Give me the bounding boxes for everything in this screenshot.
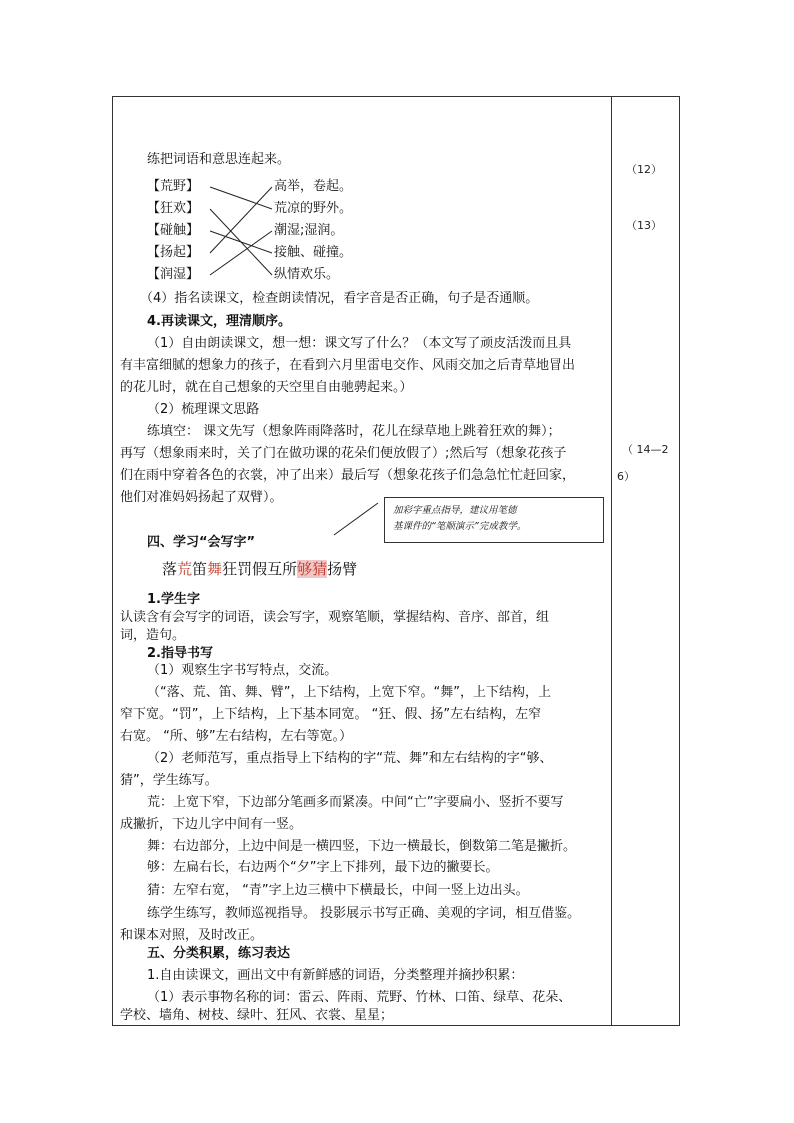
paragraph-line: 练填空： 课文先写（想象阵雨降落时，花儿在绿草地上跳着狂欢的舞）； — [147, 424, 561, 439]
match-right-meaning: 高举，卷起。 — [274, 179, 353, 194]
match-right-meaning: 接触、碰撞。 — [274, 245, 353, 260]
side-number: （12） — [626, 163, 662, 176]
paragraph-line: 的花儿时，就在自己想象的天空里自由驰骋起来。） — [120, 380, 413, 395]
paragraph-line: 猜”，学生练写。 — [120, 773, 218, 788]
match-right-meaning: 纵情欢乐。 — [274, 267, 340, 282]
connector-line — [210, 187, 272, 253]
callout-pointer-line — [334, 503, 378, 535]
sub-heading: 1.学生字 — [147, 592, 200, 607]
connector-line — [210, 187, 272, 209]
section-heading: 五、分类积累，练习表达 — [147, 946, 291, 961]
paragraph-line: 和课本对照，及时改正。 — [120, 928, 264, 943]
paragraph-line: 有丰富细腻的想象力的孩子，在看到六月里雷电交作、风雨交加之后青草地冒出 — [120, 358, 576, 373]
paragraph-line: 再写（想象雨来时，关了门在做功课的花朵们便放假了）;然后写（想象花孩子 — [120, 446, 567, 461]
paragraph-line: 1.自由读课文，画出文中有新鲜感的词语，分类整理并摘抄积累： — [147, 968, 524, 983]
match-left-word: 【碰触】 — [147, 223, 200, 238]
match-right-meaning: 潮湿;湿润。 — [274, 223, 344, 238]
paragraph-line: （“落、荒、笛、舞、臂”，上下结构，上宽下窄。“舞”，上下结构，上 — [147, 685, 551, 700]
match-left-word: 【狂欢】 — [147, 201, 200, 216]
paragraph-line: 们在雨中穿着各色的衣裳，冲了出来）最后写（想象花孩子们急急忙忙赶回家， — [120, 468, 576, 483]
paragraph-line: 右宽。 “所、够”左右结构，左右等宽。） — [120, 729, 353, 744]
sub-heading: 2.指导书写 — [147, 646, 213, 661]
paragraph-line: 舞：右边部分，上边中间是一横四竖，下边一横最长，倒数第二笔是撇折。 — [147, 839, 577, 854]
section-heading: 4.再读课文，理清顺序。 — [147, 314, 291, 329]
paragraph-line: 词，造句。 — [120, 628, 186, 643]
side-number: （13） — [626, 219, 662, 232]
character-list: 落荒笛舞狂罚假互所够猜扬臂 — [162, 560, 358, 578]
paragraph-line: 荒：上宽下窄，下边部分笔画多而紧凑。中间“亡”字要扁小、竖折不要写 — [147, 795, 564, 810]
paragraph-line: 认读含有会写字的词语，读会写字，观察笔顺，掌握结构、音序、部首，组 — [120, 610, 550, 625]
section-heading: 四、学习“会写字” — [147, 535, 256, 550]
paragraph-line: （2）老师范写，重点指导上下结构的字“荒、舞”和左右结构的字“够、 — [147, 751, 553, 766]
paragraph-line: （1）表示事物名称的词：雷云、阵雨、荒野、竹林、口笛、绿草、花朵、 — [147, 990, 572, 1005]
paragraph-line: （1）自由朗读课文，想一想：课文写了什么？（本文写了顽皮活泼而且具 — [147, 336, 572, 351]
match-left-word: 【扬起】 — [147, 245, 200, 260]
paragraph-line: 学校、墙角、树枝、绿叶、狂风、衣裳、星星； — [120, 1008, 394, 1023]
paragraph-line: 够：左扁右长，右边两个“夕”字上下排列，最下边的撇要长。 — [147, 860, 499, 875]
side-number: （ 14—2 — [622, 443, 669, 456]
paragraph-line: 猜：左窄右宽， “青”字上边三横中下横最长，中间一竖上边出头。 — [147, 883, 529, 898]
paragraph-line: （2）梳理课文思路 — [147, 402, 260, 417]
match-title: 练把词语和意思连起来。 — [147, 152, 291, 167]
paragraph-line: 练学生练写，教师巡视指导。 投影展示书写正确、美观的字词，相互借鉴。 — [147, 906, 581, 921]
match-left-word: 【荒野】 — [147, 179, 200, 194]
connector-line — [210, 231, 272, 253]
side-number: 6） — [617, 470, 635, 483]
callout-line: 加彩字重点指导，建议用笔德 — [393, 505, 517, 516]
callout-line: 基课件的“笔顺演示”完成教学。 — [393, 521, 527, 532]
connector-line — [210, 231, 272, 275]
paragraph: （4）指名读课文，检查朗读情况，看字音是否正确，句子是否通顺。 — [140, 291, 539, 306]
match-left-word: 【润湿】 — [147, 267, 200, 282]
match-right-meaning: 荒凉的野外。 — [274, 201, 353, 216]
paragraph-line: （1）观察生字书写特点，交流。 — [147, 663, 338, 678]
paragraph-line: 成撇折，下边儿字中间有一竖。 — [120, 817, 303, 832]
tip-callout — [384, 497, 604, 543]
paragraph-line: 窄下宽。“罚”，上下结构，上下基本同宽。 “狂、假、扬”左右结构，左窄 — [120, 707, 542, 722]
paragraph-line: 他们对准妈妈扬起了双臂）。 — [120, 490, 283, 505]
